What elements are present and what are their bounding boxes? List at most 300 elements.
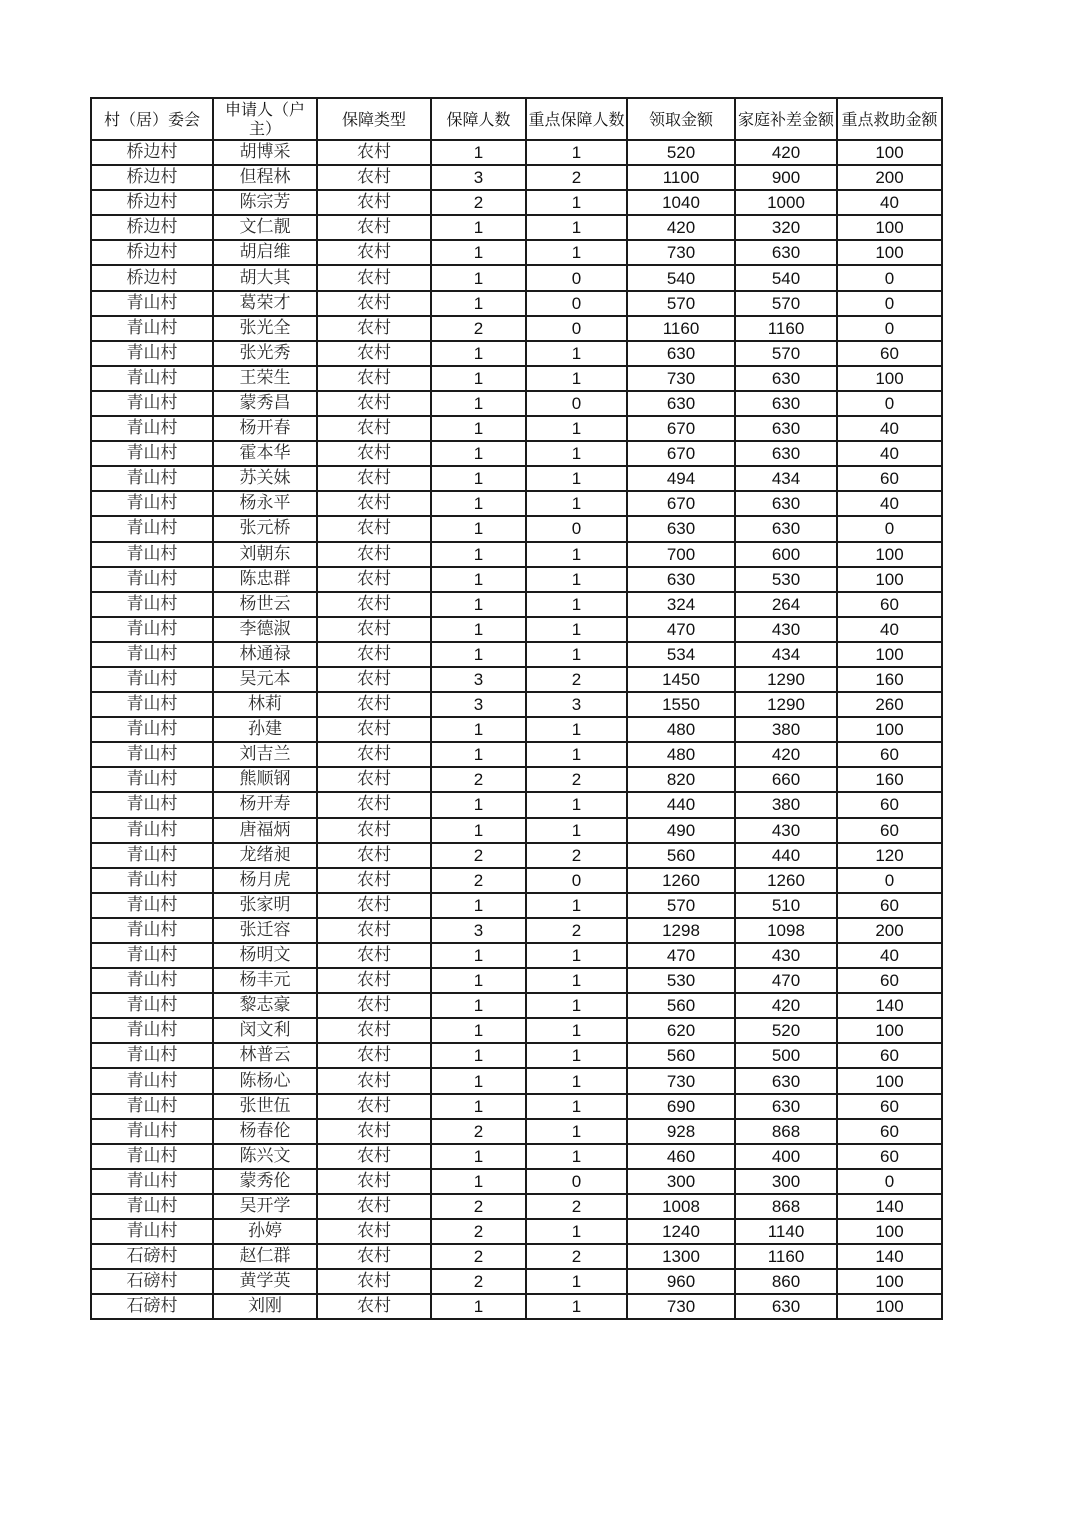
table-row <box>91 491 942 516</box>
cell-applicant: 吴元本 <box>213 667 317 692</box>
cell-security-type: 农村 <box>317 366 431 391</box>
cell-amount-received: 670 <box>627 416 735 441</box>
cell-family-subsidy: 500 <box>735 1043 837 1068</box>
cell-applicant: 刘朝东 <box>213 542 317 567</box>
cell-key-covered-persons: 0 <box>526 265 627 290</box>
cell-security-type: 农村 <box>317 1119 431 1144</box>
cell-security-type: 农村 <box>317 692 431 717</box>
cell-covered-persons: 1 <box>431 215 526 240</box>
cell-committee: 青山村 <box>91 767 213 792</box>
cell-key-covered-persons: 1 <box>526 1219 627 1244</box>
table-row <box>91 893 942 918</box>
cell-applicant: 张光全 <box>213 316 317 341</box>
header-family-subsidy: 家庭补差金额 <box>735 98 837 140</box>
cell-amount-received: 420 <box>627 215 735 240</box>
table-row <box>91 1043 942 1068</box>
cell-amount-received: 730 <box>627 240 735 265</box>
header-security-type: 保障类型 <box>317 98 431 140</box>
table-row <box>91 516 942 541</box>
cell-committee: 青山村 <box>91 1043 213 1068</box>
cell-applicant: 但程林 <box>213 165 317 190</box>
cell-key-covered-persons: 1 <box>526 1269 627 1294</box>
cell-covered-persons: 1 <box>431 466 526 491</box>
table-row <box>91 1068 942 1093</box>
table-row <box>91 592 942 617</box>
table-row <box>91 1294 942 1319</box>
cell-applicant: 陈兴文 <box>213 1144 317 1169</box>
cell-covered-persons: 1 <box>431 943 526 968</box>
cell-security-type: 农村 <box>317 265 431 290</box>
cell-security-type: 农村 <box>317 1018 431 1043</box>
cell-amount-received: 480 <box>627 742 735 767</box>
table-row <box>91 1194 942 1219</box>
cell-security-type: 农村 <box>317 1219 431 1244</box>
cell-committee: 青山村 <box>91 366 213 391</box>
cell-committee: 桥边村 <box>91 240 213 265</box>
cell-committee: 青山村 <box>91 1018 213 1043</box>
cell-amount-received: 534 <box>627 642 735 667</box>
cell-committee: 石磅村 <box>91 1294 213 1319</box>
cell-key-covered-persons: 2 <box>526 667 627 692</box>
cell-amount-received: 560 <box>627 1043 735 1068</box>
cell-committee: 青山村 <box>91 491 213 516</box>
cell-applicant: 杨永平 <box>213 491 317 516</box>
cell-amount-received: 494 <box>627 466 735 491</box>
table-row <box>91 692 942 717</box>
cell-amount-received: 560 <box>627 993 735 1018</box>
table-row <box>91 1244 942 1269</box>
table-row <box>91 742 942 767</box>
cell-security-type: 农村 <box>317 818 431 843</box>
cell-applicant: 陈杨心 <box>213 1068 317 1093</box>
cell-amount-received: 1160 <box>627 316 735 341</box>
cell-security-type: 农村 <box>317 215 431 240</box>
cell-committee: 青山村 <box>91 1169 213 1194</box>
cell-applicant: 林通禄 <box>213 642 317 667</box>
cell-family-subsidy: 264 <box>735 592 837 617</box>
cell-key-relief: 140 <box>837 993 942 1018</box>
cell-applicant: 胡大其 <box>213 265 317 290</box>
table-row <box>91 366 942 391</box>
cell-key-covered-persons: 1 <box>526 818 627 843</box>
cell-covered-persons: 3 <box>431 667 526 692</box>
cell-committee: 青山村 <box>91 843 213 868</box>
cell-covered-persons: 1 <box>431 341 526 366</box>
table-row <box>91 642 942 667</box>
cell-committee: 青山村 <box>91 441 213 466</box>
cell-family-subsidy: 868 <box>735 1194 837 1219</box>
cell-amount-received: 1040 <box>627 190 735 215</box>
cell-amount-received: 530 <box>627 968 735 993</box>
cell-covered-persons: 1 <box>431 1068 526 1093</box>
cell-applicant: 唐福炳 <box>213 818 317 843</box>
cell-family-subsidy: 530 <box>735 567 837 592</box>
cell-committee: 青山村 <box>91 868 213 893</box>
cell-family-subsidy: 630 <box>735 1094 837 1119</box>
cell-security-type: 农村 <box>317 416 431 441</box>
table-row <box>91 993 942 1018</box>
cell-applicant: 黎志豪 <box>213 993 317 1018</box>
cell-security-type: 农村 <box>317 1169 431 1194</box>
cell-covered-persons: 1 <box>431 993 526 1018</box>
cell-covered-persons: 3 <box>431 165 526 190</box>
cell-key-covered-persons: 1 <box>526 341 627 366</box>
cell-security-type: 农村 <box>317 893 431 918</box>
cell-key-covered-persons: 1 <box>526 466 627 491</box>
cell-committee: 青山村 <box>91 1068 213 1093</box>
table-row <box>91 818 942 843</box>
cell-family-subsidy: 420 <box>735 993 837 1018</box>
cell-family-subsidy: 510 <box>735 893 837 918</box>
cell-amount-received: 300 <box>627 1169 735 1194</box>
cell-family-subsidy: 320 <box>735 215 837 240</box>
cell-amount-received: 490 <box>627 818 735 843</box>
table-row <box>91 943 942 968</box>
cell-key-covered-persons: 1 <box>526 190 627 215</box>
cell-key-covered-persons: 1 <box>526 1294 627 1319</box>
cell-key-relief: 40 <box>837 943 942 968</box>
cell-amount-received: 1240 <box>627 1219 735 1244</box>
cell-key-relief: 60 <box>837 1094 942 1119</box>
cell-key-relief: 200 <box>837 918 942 943</box>
header-amount-received: 领取金额 <box>627 98 735 140</box>
cell-amount-received: 570 <box>627 291 735 316</box>
cell-committee: 青山村 <box>91 818 213 843</box>
cell-key-covered-persons: 1 <box>526 592 627 617</box>
cell-amount-received: 1100 <box>627 165 735 190</box>
cell-family-subsidy: 630 <box>735 1294 837 1319</box>
cell-security-type: 农村 <box>317 943 431 968</box>
cell-covered-persons: 1 <box>431 391 526 416</box>
table-row <box>91 843 942 868</box>
cell-amount-received: 730 <box>627 366 735 391</box>
cell-committee: 青山村 <box>91 792 213 817</box>
cell-key-relief: 100 <box>837 1068 942 1093</box>
cell-applicant: 杨开春 <box>213 416 317 441</box>
table-row <box>91 291 942 316</box>
cell-key-relief: 0 <box>837 316 942 341</box>
cell-security-type: 农村 <box>317 792 431 817</box>
cell-key-relief: 100 <box>837 366 942 391</box>
cell-family-subsidy: 1000 <box>735 190 837 215</box>
table-row <box>91 316 942 341</box>
cell-applicant: 杨丰元 <box>213 968 317 993</box>
cell-security-type: 农村 <box>317 667 431 692</box>
cell-family-subsidy: 1098 <box>735 918 837 943</box>
cell-key-covered-persons: 1 <box>526 792 627 817</box>
cell-family-subsidy: 1160 <box>735 1244 837 1269</box>
cell-amount-received: 470 <box>627 943 735 968</box>
assistance-table <box>90 97 943 1320</box>
cell-amount-received: 620 <box>627 1018 735 1043</box>
cell-applicant: 蒙秀昌 <box>213 391 317 416</box>
cell-covered-persons: 1 <box>431 617 526 642</box>
cell-family-subsidy: 430 <box>735 943 837 968</box>
cell-amount-received: 690 <box>627 1094 735 1119</box>
cell-applicant: 张迁容 <box>213 918 317 943</box>
cell-committee: 青山村 <box>91 542 213 567</box>
cell-applicant: 熊顺钢 <box>213 767 317 792</box>
cell-key-relief: 0 <box>837 391 942 416</box>
cell-key-relief: 60 <box>837 341 942 366</box>
cell-applicant: 刘刚 <box>213 1294 317 1319</box>
cell-key-covered-persons: 3 <box>526 692 627 717</box>
cell-security-type: 农村 <box>317 642 431 667</box>
cell-applicant: 吴开学 <box>213 1194 317 1219</box>
cell-security-type: 农村 <box>317 843 431 868</box>
cell-applicant: 孙建 <box>213 717 317 742</box>
cell-amount-received: 480 <box>627 717 735 742</box>
cell-covered-persons: 1 <box>431 717 526 742</box>
cell-security-type: 农村 <box>317 1144 431 1169</box>
cell-covered-persons: 1 <box>431 893 526 918</box>
cell-applicant: 葛荣才 <box>213 291 317 316</box>
table-row <box>91 767 942 792</box>
cell-applicant: 胡博采 <box>213 140 317 165</box>
table-row <box>91 792 942 817</box>
cell-family-subsidy: 630 <box>735 240 837 265</box>
cell-key-covered-persons: 1 <box>526 617 627 642</box>
cell-covered-persons: 2 <box>431 843 526 868</box>
cell-key-relief: 100 <box>837 642 942 667</box>
cell-family-subsidy: 300 <box>735 1169 837 1194</box>
cell-committee: 桥边村 <box>91 190 213 215</box>
cell-family-subsidy: 434 <box>735 642 837 667</box>
cell-security-type: 农村 <box>317 567 431 592</box>
cell-covered-persons: 2 <box>431 767 526 792</box>
cell-committee: 桥边村 <box>91 140 213 165</box>
table-row <box>91 1119 942 1144</box>
cell-covered-persons: 1 <box>431 792 526 817</box>
cell-covered-persons: 2 <box>431 868 526 893</box>
cell-amount-received: 630 <box>627 516 735 541</box>
cell-covered-persons: 1 <box>431 1294 526 1319</box>
table-row <box>91 717 942 742</box>
table-row <box>91 265 942 290</box>
cell-key-relief: 60 <box>837 466 942 491</box>
cell-key-relief: 100 <box>837 717 942 742</box>
cell-key-relief: 40 <box>837 617 942 642</box>
cell-amount-received: 630 <box>627 341 735 366</box>
cell-family-subsidy: 380 <box>735 792 837 817</box>
cell-key-covered-persons: 2 <box>526 843 627 868</box>
cell-key-covered-persons: 1 <box>526 993 627 1018</box>
cell-amount-received: 928 <box>627 1119 735 1144</box>
cell-key-covered-persons: 0 <box>526 1169 627 1194</box>
cell-amount-received: 560 <box>627 843 735 868</box>
cell-family-subsidy: 540 <box>735 265 837 290</box>
cell-security-type: 农村 <box>317 542 431 567</box>
table-row <box>91 567 942 592</box>
cell-key-covered-persons: 2 <box>526 1244 627 1269</box>
table-row <box>91 868 942 893</box>
cell-key-relief: 0 <box>837 516 942 541</box>
cell-covered-persons: 1 <box>431 742 526 767</box>
cell-applicant: 杨开寿 <box>213 792 317 817</box>
table-row <box>91 1219 942 1244</box>
cell-committee: 青山村 <box>91 341 213 366</box>
cell-key-relief: 100 <box>837 542 942 567</box>
cell-security-type: 农村 <box>317 1068 431 1093</box>
cell-committee: 青山村 <box>91 291 213 316</box>
cell-amount-received: 700 <box>627 542 735 567</box>
cell-key-covered-persons: 1 <box>526 893 627 918</box>
table-row <box>91 140 942 165</box>
cell-applicant: 张光秀 <box>213 341 317 366</box>
cell-covered-persons: 1 <box>431 366 526 391</box>
cell-committee: 石磅村 <box>91 1244 213 1269</box>
cell-amount-received: 820 <box>627 767 735 792</box>
cell-covered-persons: 2 <box>431 316 526 341</box>
cell-family-subsidy: 470 <box>735 968 837 993</box>
cell-security-type: 农村 <box>317 592 431 617</box>
cell-applicant: 王荣生 <box>213 366 317 391</box>
cell-committee: 青山村 <box>91 1119 213 1144</box>
table-row <box>91 617 942 642</box>
cell-key-covered-persons: 0 <box>526 516 627 541</box>
cell-family-subsidy: 900 <box>735 165 837 190</box>
cell-applicant: 苏关妹 <box>213 466 317 491</box>
cell-family-subsidy: 630 <box>735 391 837 416</box>
table-row <box>91 1269 942 1294</box>
cell-applicant: 霍本华 <box>213 441 317 466</box>
cell-key-relief: 100 <box>837 1018 942 1043</box>
cell-committee: 青山村 <box>91 893 213 918</box>
cell-covered-persons: 2 <box>431 1269 526 1294</box>
cell-family-subsidy: 630 <box>735 1068 837 1093</box>
cell-covered-persons: 1 <box>431 1169 526 1194</box>
cell-key-covered-persons: 1 <box>526 567 627 592</box>
cell-key-covered-persons: 0 <box>526 316 627 341</box>
header-covered-persons: 保障人数 <box>431 98 526 140</box>
cell-committee: 青山村 <box>91 692 213 717</box>
cell-committee: 青山村 <box>91 567 213 592</box>
cell-key-covered-persons: 2 <box>526 767 627 792</box>
cell-key-relief: 60 <box>837 742 942 767</box>
cell-key-relief: 60 <box>837 1144 942 1169</box>
cell-family-subsidy: 630 <box>735 441 837 466</box>
table-row <box>91 165 942 190</box>
table-row <box>91 416 942 441</box>
cell-family-subsidy: 1290 <box>735 667 837 692</box>
table-row <box>91 1094 942 1119</box>
cell-covered-persons: 1 <box>431 1043 526 1068</box>
cell-committee: 青山村 <box>91 316 213 341</box>
cell-covered-persons: 1 <box>431 818 526 843</box>
cell-key-relief: 100 <box>837 215 942 240</box>
cell-security-type: 农村 <box>317 1043 431 1068</box>
cell-key-covered-persons: 1 <box>526 215 627 240</box>
cell-key-covered-persons: 1 <box>526 542 627 567</box>
cell-committee: 青山村 <box>91 466 213 491</box>
cell-family-subsidy: 868 <box>735 1119 837 1144</box>
cell-family-subsidy: 1160 <box>735 316 837 341</box>
header-row <box>91 98 942 140</box>
cell-amount-received: 1008 <box>627 1194 735 1219</box>
table-row <box>91 215 942 240</box>
cell-amount-received: 630 <box>627 391 735 416</box>
cell-security-type: 农村 <box>317 240 431 265</box>
cell-applicant: 张元桥 <box>213 516 317 541</box>
cell-security-type: 农村 <box>317 617 431 642</box>
cell-key-covered-persons: 1 <box>526 240 627 265</box>
cell-covered-persons: 2 <box>431 1194 526 1219</box>
cell-applicant: 林莉 <box>213 692 317 717</box>
cell-covered-persons: 1 <box>431 291 526 316</box>
cell-key-covered-persons: 2 <box>526 165 627 190</box>
cell-security-type: 农村 <box>317 291 431 316</box>
cell-committee: 青山村 <box>91 1144 213 1169</box>
cell-committee: 青山村 <box>91 742 213 767</box>
cell-family-subsidy: 570 <box>735 291 837 316</box>
cell-key-covered-persons: 1 <box>526 1119 627 1144</box>
cell-family-subsidy: 430 <box>735 818 837 843</box>
cell-security-type: 农村 <box>317 1094 431 1119</box>
cell-committee: 青山村 <box>91 391 213 416</box>
header-applicant: 申请人（户主） <box>213 98 317 140</box>
cell-key-covered-persons: 1 <box>526 491 627 516</box>
cell-amount-received: 1450 <box>627 667 735 692</box>
cell-security-type: 农村 <box>317 466 431 491</box>
cell-key-covered-persons: 1 <box>526 1144 627 1169</box>
cell-family-subsidy: 570 <box>735 341 837 366</box>
cell-committee: 青山村 <box>91 416 213 441</box>
cell-amount-received: 440 <box>627 792 735 817</box>
cell-key-relief: 40 <box>837 190 942 215</box>
cell-committee: 青山村 <box>91 1219 213 1244</box>
cell-family-subsidy: 660 <box>735 767 837 792</box>
cell-key-relief: 160 <box>837 767 942 792</box>
cell-amount-received: 470 <box>627 617 735 642</box>
cell-key-relief: 200 <box>837 165 942 190</box>
table-row <box>91 918 942 943</box>
cell-family-subsidy: 1260 <box>735 868 837 893</box>
cell-amount-received: 540 <box>627 265 735 290</box>
cell-family-subsidy: 520 <box>735 1018 837 1043</box>
cell-applicant: 黄学英 <box>213 1269 317 1294</box>
cell-amount-received: 570 <box>627 893 735 918</box>
cell-committee: 桥边村 <box>91 165 213 190</box>
cell-applicant: 杨春伦 <box>213 1119 317 1144</box>
cell-committee: 青山村 <box>91 1094 213 1119</box>
cell-key-covered-persons: 1 <box>526 742 627 767</box>
cell-committee: 青山村 <box>91 993 213 1018</box>
cell-committee: 青山村 <box>91 617 213 642</box>
cell-covered-persons: 2 <box>431 1244 526 1269</box>
cell-applicant: 闵文利 <box>213 1018 317 1043</box>
cell-amount-received: 1550 <box>627 692 735 717</box>
cell-key-relief: 160 <box>837 667 942 692</box>
cell-amount-received: 1260 <box>627 868 735 893</box>
cell-key-relief: 60 <box>837 1119 942 1144</box>
cell-family-subsidy: 434 <box>735 466 837 491</box>
cell-committee: 桥边村 <box>91 215 213 240</box>
cell-security-type: 农村 <box>317 1244 431 1269</box>
cell-key-covered-persons: 1 <box>526 1094 627 1119</box>
cell-applicant: 张世伍 <box>213 1094 317 1119</box>
cell-family-subsidy: 1290 <box>735 692 837 717</box>
cell-key-covered-persons: 0 <box>526 291 627 316</box>
cell-family-subsidy: 600 <box>735 542 837 567</box>
cell-security-type: 农村 <box>317 341 431 366</box>
cell-applicant: 杨月虎 <box>213 868 317 893</box>
cell-key-relief: 140 <box>837 1244 942 1269</box>
cell-applicant: 赵仁群 <box>213 1244 317 1269</box>
header-key-covered-persons: 重点保障人数 <box>526 98 627 140</box>
cell-security-type: 农村 <box>317 516 431 541</box>
cell-key-covered-persons: 1 <box>526 1068 627 1093</box>
cell-covered-persons: 1 <box>431 416 526 441</box>
